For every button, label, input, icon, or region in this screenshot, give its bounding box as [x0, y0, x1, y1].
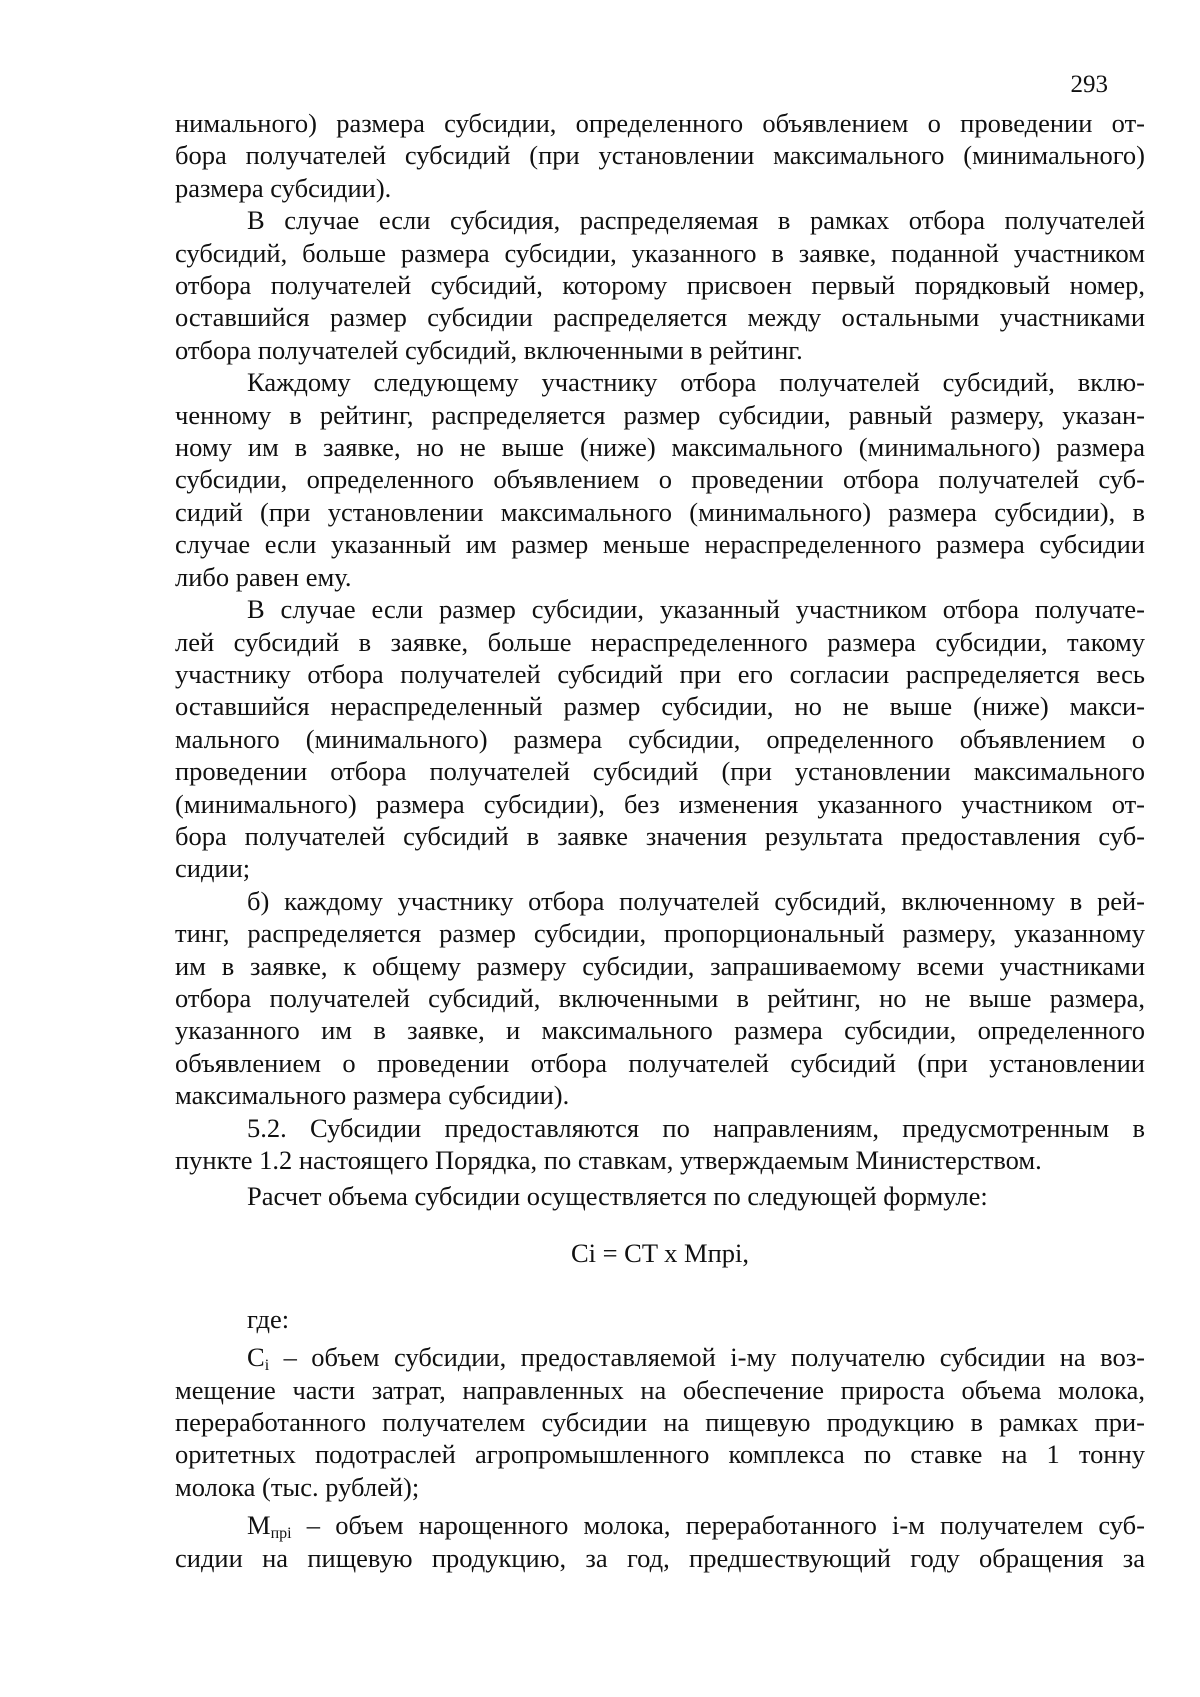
- text-line: [175, 1509, 1145, 1541]
- text-line: бора получателей субсидий (при установлении максимального (минимального): [175, 140, 1145, 171]
- text-line: сидии на пищевую продукцию, за год, предшествующий году обращения за: [175, 1542, 1145, 1573]
- paragraph-7: [175, 1180, 1145, 1212]
- paragraph-6: [175, 1112, 1145, 1177]
- page-number: 293: [1070, 71, 1108, 98]
- text-line: ченному в рейтинг, распределяется размер субсидии, равный размеру, указан-: [175, 399, 1145, 430]
- symbol-main: M: [247, 1510, 271, 1541]
- text-line: мещение части затрат, направленных на обеспечение прироста объема молока,: [175, 1374, 1145, 1405]
- text-line: б) каждому участнику отбора получателей субсидий, включенному в рей-: [247, 885, 1145, 916]
- symbol-main: C: [247, 1342, 265, 1373]
- text-line: либо равен ему.: [175, 561, 352, 592]
- text-line: 5.2. Субсидии предоставляются по направлениям, предусмотренным в: [247, 1112, 1145, 1143]
- text-line: размера субсидии).: [175, 172, 392, 203]
- text-line: пункте 1.2 настоящего Порядка, по ставкам, утверждаемым Министерством.: [175, 1145, 1042, 1175]
- text-line: проведении отбора получателей субсидий (при установлении максимального: [175, 756, 1145, 787]
- text-line: случае если указанный им размер меньше нераспределенного размера субсидии: [175, 529, 1145, 560]
- text-line: сидии;: [175, 853, 251, 884]
- text-line: (минимального) размера субсидии), без изменения указанного участником от-: [175, 788, 1145, 819]
- definition-mpri: [175, 1509, 1145, 1574]
- text-line: участнику отбора получателей субсидий при его согласии распределяется весь: [175, 658, 1145, 689]
- text-line: молока (тыс. рублей);: [175, 1471, 420, 1502]
- text-line: бора получателей субсидий в заявке значения результата предоставления суб-: [175, 820, 1145, 851]
- symbol-subscript: прi: [270, 1525, 292, 1543]
- where-label: где:: [247, 1303, 290, 1334]
- text-line: переработанного получателем субсидии на пищевую продукцию в рамках при-: [175, 1407, 1145, 1438]
- text-line: оритетных подотраслей агропромышленного комплекса по ставке на 1 тонну: [175, 1439, 1145, 1470]
- text-line: ному им в заявке, но не выше (ниже) максимального (минимального) размера: [175, 432, 1145, 463]
- text-line: сидий (при установлении максимального (минимального) размера субсидии), в: [175, 496, 1145, 527]
- text-line: им в заявке, к общему размеру субсидии, запрашиваемому всеми участниками: [175, 950, 1145, 981]
- text-line: отбора получателей субсидий, которому присвоен первый порядковый номер,: [175, 270, 1145, 301]
- symbol-subscript: i: [264, 1357, 270, 1375]
- text-line: В случае если субсидия, распределяемая в рамках отбора получателей: [247, 205, 1145, 236]
- text-line: Расчет объема субсидии осуществляется по следующей формуле:: [247, 1181, 988, 1212]
- text-line: отбора получателей субсидий, включенными в рейтинг, но не выше размера,: [175, 982, 1145, 1013]
- text-line: В случае если размер субсидии, указанный участником отбора получате-: [247, 594, 1145, 625]
- paragraph-1: [175, 107, 1145, 204]
- definition-ci: [175, 1341, 1145, 1503]
- text-line: максимального размера субсидии).: [175, 1080, 570, 1111]
- text-line: субсидий, больше размера субсидии, указанного в заявке, поданной участником: [175, 237, 1145, 268]
- document-body: [175, 107, 1145, 1574]
- text-line: отбора получателей субсидий, включенными в рейтинг.: [175, 334, 803, 365]
- paragraph-5: [175, 885, 1145, 1112]
- text-line: тинг, распределяется размер субсидии, пропорциональный размеру, указанному: [175, 918, 1145, 949]
- definition-text: – объем нарощенного молока, переработанного i-м получателем суб-: [291, 1510, 1145, 1541]
- text-line: нимального) размера субсидии, определенного объявлением о проведении от-: [175, 108, 1145, 138]
- text-line: субсидии, определенного объявлением о проведении отбора получателей суб-: [175, 464, 1145, 495]
- text-line: указанного им в заявке, и максимального размера субсидии, определенного: [175, 1015, 1145, 1046]
- paragraph-3: [175, 366, 1145, 593]
- text-line: оставшийся размер субсидии распределяется между остальными участниками: [175, 302, 1145, 333]
- text-line: объявлением о проведении отбора получателей субсидий (при установлении: [175, 1047, 1145, 1078]
- text-line: лей субсидий в заявке, больше нераспределенного размера субсидии, такому: [175, 626, 1145, 657]
- formula: Ci = CT x Mпрi,: [570, 1237, 750, 1268]
- text-line: оставшийся нераспределенный размер субсидии, но не выше (ниже) макси-: [175, 691, 1145, 722]
- text-line: Каждому следующему участнику отбора получателей субсидий, вклю-: [247, 367, 1145, 398]
- text-line: мального (минимального) размера субсидии, определенного объявлением о: [175, 723, 1145, 754]
- definition-text: – объем субсидии, предоставляемой i-му получателю субсидии на воз-: [269, 1342, 1145, 1373]
- paragraph-2: [175, 204, 1145, 366]
- text-line: [175, 1341, 1145, 1373]
- paragraph-4: [175, 593, 1145, 885]
